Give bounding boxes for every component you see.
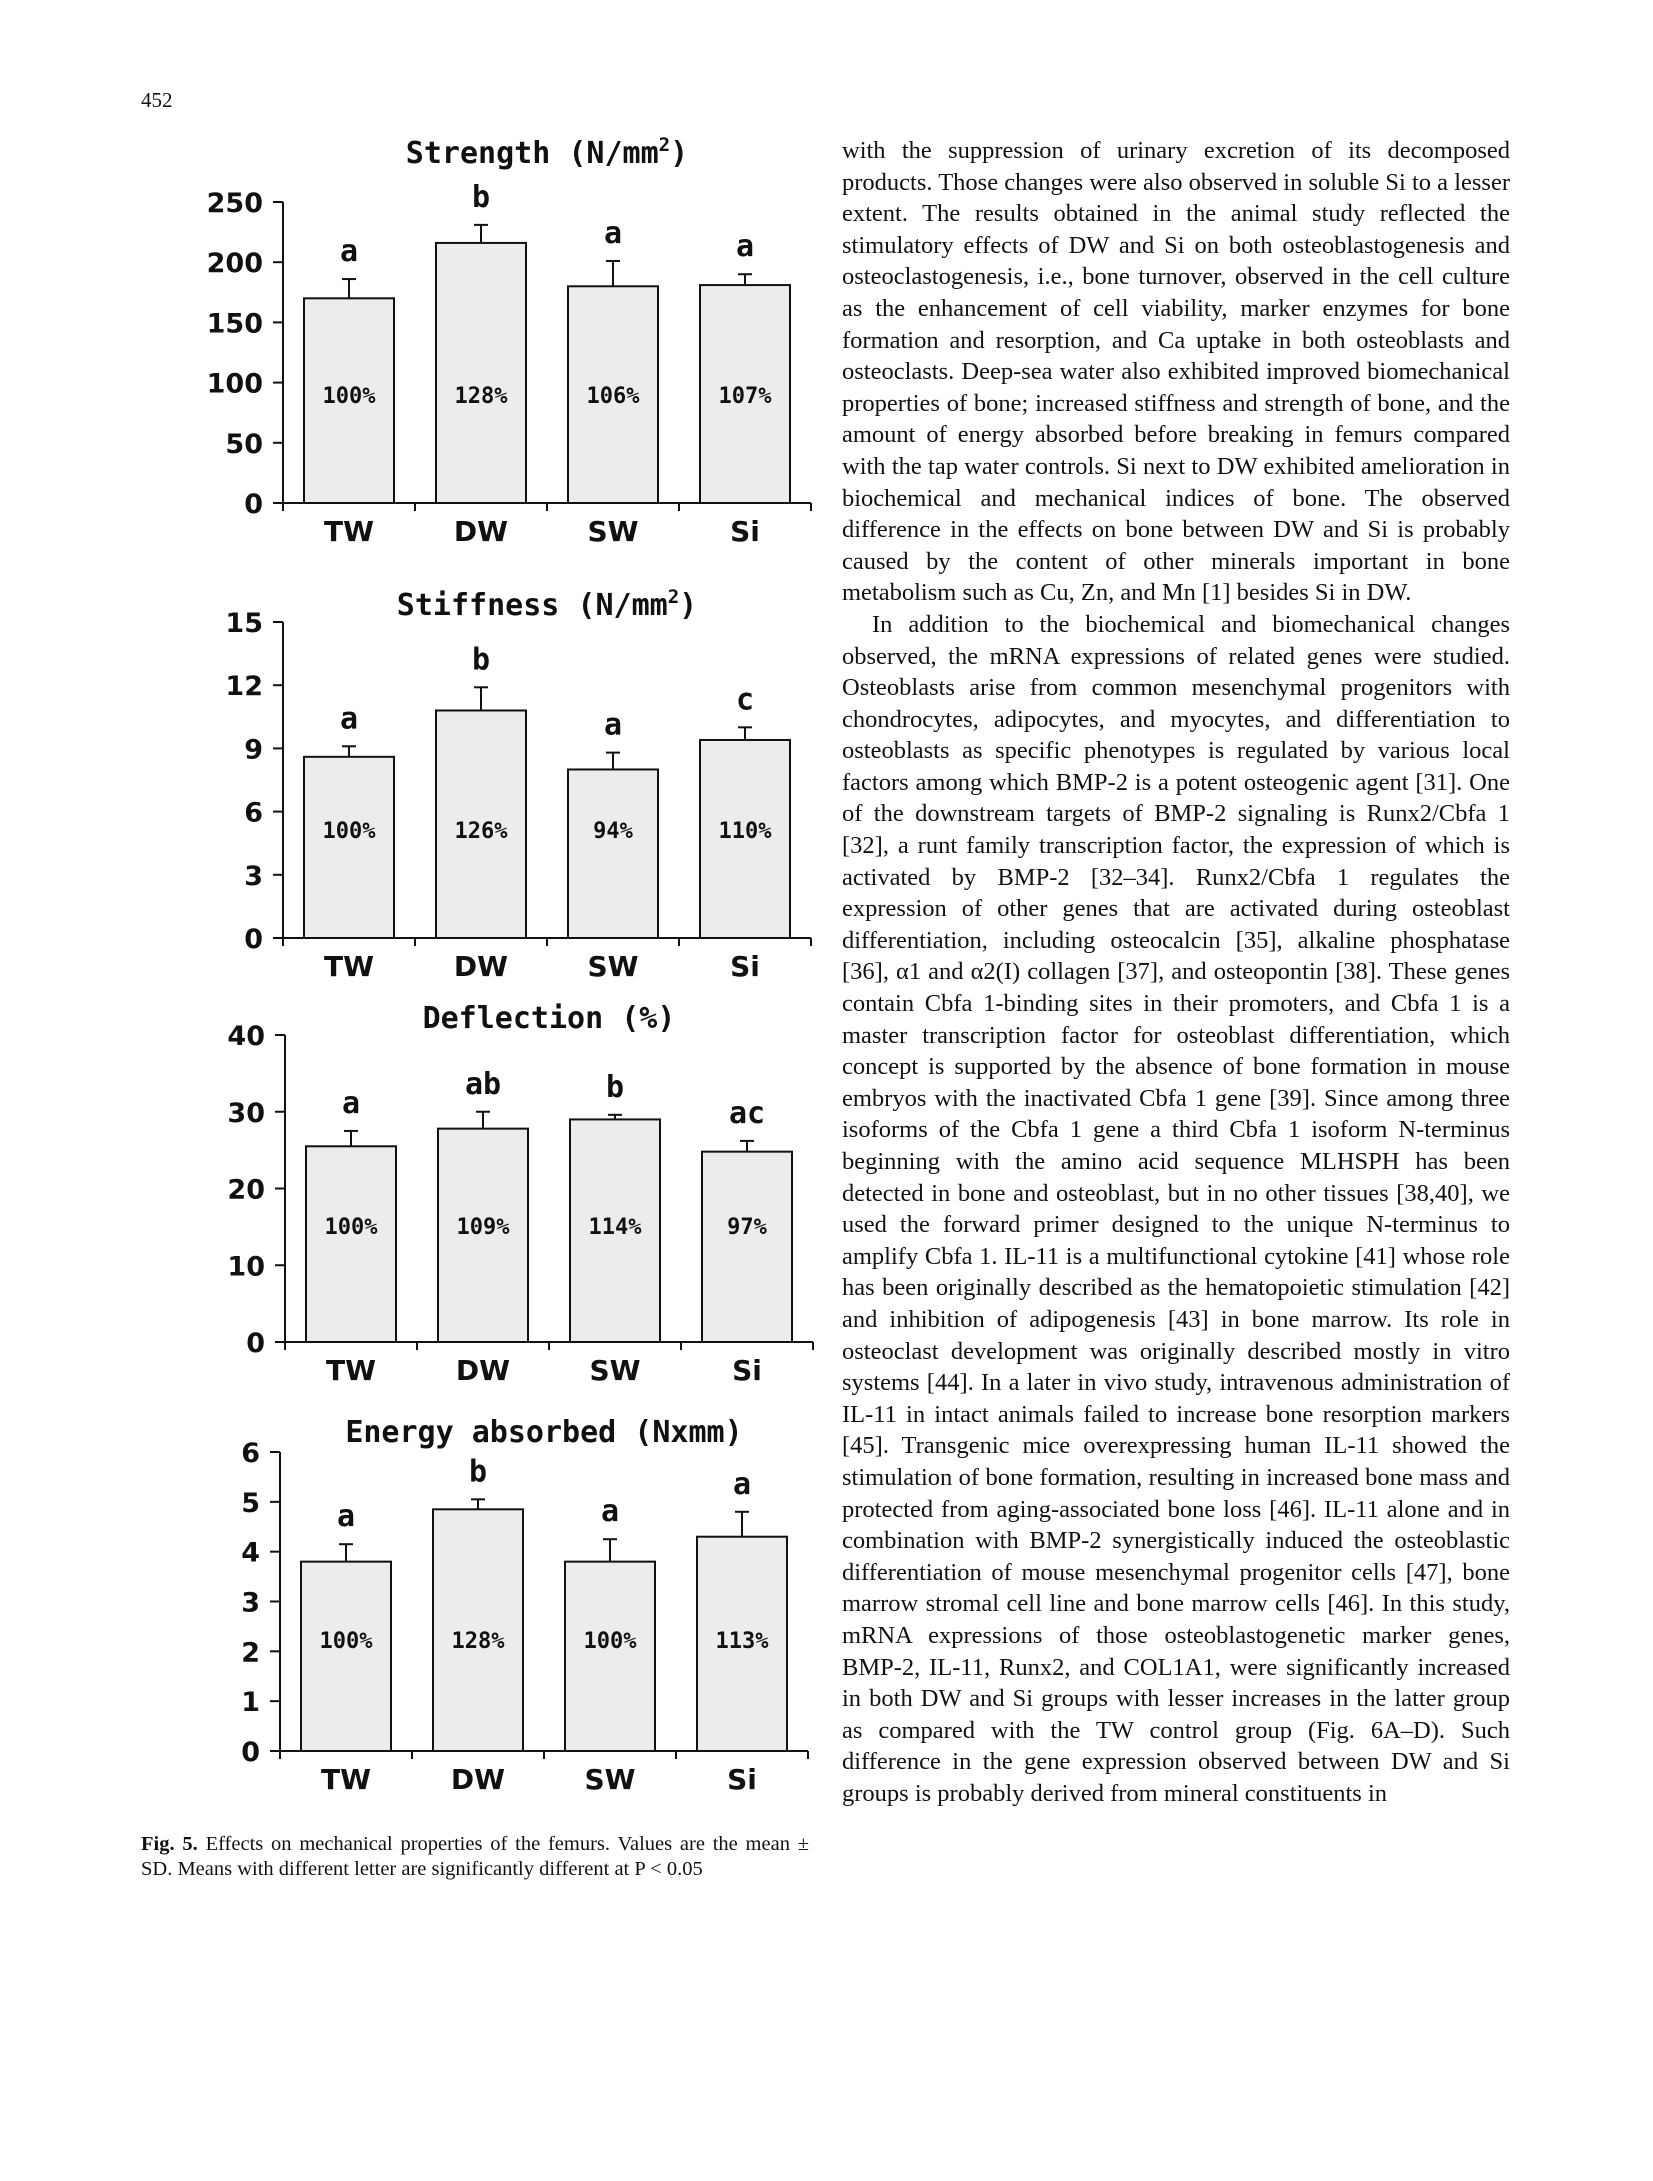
y-tick-label: 20 [227,1174,265,1206]
chart-title: Energy absorbed (Nxmm) [345,1415,743,1450]
percent-label: 113% [715,1629,769,1654]
significance-letter: ac [728,1095,766,1131]
percent-label: 109% [456,1215,510,1240]
percent-label: 128% [451,1629,505,1654]
percent-label: 94% [593,819,633,844]
y-tick-label: 0 [241,1737,260,1768]
percent-label: 100% [322,384,376,409]
y-tick-label: 10 [227,1251,265,1283]
chart-title: Deflection (%) [422,1001,676,1036]
bar [301,1562,391,1751]
category-label: Si [730,515,760,548]
bar [304,757,394,938]
percent-label: 126% [454,819,508,844]
significance-letter: a [336,1499,356,1535]
percent-label: 100% [583,1629,637,1654]
significance-letter: a [732,1466,752,1502]
percent-label: 97% [727,1215,767,1240]
category-label: SW [589,1354,641,1387]
significance-letter: b [468,1454,488,1490]
category-label: DW [453,950,509,983]
body-paragraph-2: In addition to the biochemical and biomechanical changes observed, the mRNA expressions of related genes were studied. Osteoblasts arise from common mesenchymal progenitors with chondrocytes, adipocytes, and myocytes, and differentiation to osteoblasts as specific phenotypes is regulated by various local factors among which BMP-2 is a potent osteogenic agent [31]. One of the downstream targets of BMP-2 signaling is Runx2/Cbfa 1 [32], a runt family transcription factor, the expression of which is activated by BMP-2 [32–34]. Runx2/Cbfa 1 regulates the expression of other genes that are activated during osteoblast differentiation, including osteocalcin [35], alkaline phosphatase [36], α1 and α2(I) collagen [37], and osteopontin [38]. These genes contain Cbfa 1-binding sites in their promoters, and Cbfa 1 is a master transcription factor for osteoblast differentiation, which concept is supported by the absence of bone formation in mouse embryos with the inactivated Cbfa 1 gene [39]. Since among three isoforms of the Cbfa 1 gene a third Cbfa 1 isoform N-terminus beginning with the amino acid sequence MLHSPH has been detected in bone and osteoblast, but in no other tissues [38,40], we used the forward primer designed to the unique N-terminus to amplify Cbfa 1. IL-11 is a multifunctional cytokine [41] whose role has been originally described as the hematopoietic stimulation [42] and inhibition of adipogenesis [43] in bone marrow. Its role in osteoclast development was originally described mostly in vitro systems [44]. In a later in vivo study, intravenous administration of IL-11 in intact animals failed to increase bone resorption markers [45]. Transgenic mice overexpressing human IL-11 showed the stimulation of bone formation, resulting in increased bone mass and protected from aging-associated bone loss [46]. IL-11 alone and in combination with BMP-2 synergistically induced the osteoblastic differentiation of mouse mesenchymal progenitor cells [47], bone marrow stromal cell line and bone marrow cells [46]. In this study, mRNA expressions of those osteoblastogenetic marker genes, BMP-2, IL-11, Runx2, and COL1A1, were significantly increased in both DW and Si groups with lesser increases in the latter group as compared with the TW control group (Fig. 6A–D). Such difference in the gene expression observed between DW and Si groups is probably derived from mineral constituents in [842,610,1510,1807]
significance-letter: a [603,707,623,743]
chart-title: Strength $(N/mm^2)$ [405,134,689,171]
significance-letter: b [471,642,491,678]
y-tick-label: 5 [241,1487,260,1519]
category-label: TW [324,950,374,983]
bar [306,1146,396,1342]
percent-label: 128% [454,384,508,409]
y-tick-label: 12 [225,671,263,703]
figure-5 [135,130,815,1820]
y-tick-label: 3 [244,860,263,892]
bar [436,243,526,503]
significance-letter: a [603,215,623,251]
category-label: TW [321,1763,371,1796]
bar [702,1152,792,1342]
caption-label: Fig. 5. [141,1833,198,1855]
category-label: SW [587,950,639,983]
page-number: 452 [141,88,173,112]
category-label: SW [587,515,639,548]
category-label: Si [732,1354,762,1387]
figure-caption [141,1832,809,1882]
caption-text: Effects on mechanical properties of the femurs. Values are the mean ± SD. Means with different letter are significantly different at P < 0.05 [141,1833,810,1880]
y-tick-label: 3 [241,1587,260,1619]
percent-label: 107% [718,384,772,409]
percent-label: 100% [319,1629,373,1654]
y-tick-label: 0 [244,489,263,520]
significance-letter: b [471,179,491,215]
body-text-column [842,135,1510,1809]
significance-letter: a [735,229,755,265]
y-tick-label: 0 [244,924,263,955]
y-tick-label: 30 [227,1097,265,1129]
y-tick-label: 2 [241,1637,260,1669]
y-tick-label: 250 [206,188,263,219]
category-label: TW [324,515,374,548]
y-tick-label: 4 [241,1537,260,1569]
y-tick-label: 0 [246,1328,265,1359]
y-tick-label: 200 [206,248,263,280]
y-tick-label: 40 [227,1021,265,1052]
significance-letter: a [339,701,359,737]
y-tick-label: 50 [225,428,263,460]
y-tick-label: 6 [241,1438,260,1469]
y-tick-label: 9 [244,734,263,766]
bar [565,1562,655,1751]
significance-letter: a [341,1085,361,1121]
significance-letter: b [605,1069,625,1105]
percent-label: 106% [586,384,640,409]
y-tick-label: 150 [206,308,263,340]
category-label: SW [584,1763,636,1796]
percent-label: 110% [718,819,772,844]
percent-label: 114% [588,1215,642,1240]
category-label: Si [730,950,760,983]
y-tick-label: 1 [241,1687,260,1719]
bar [568,769,658,938]
percent-label: 100% [322,819,376,844]
category-label: TW [326,1354,376,1387]
y-tick-label: 6 [244,797,263,829]
significance-letter: a [339,234,359,270]
category-label: DW [453,515,509,548]
chart-title: Stiffness $(N/mm^2)$ [396,586,698,623]
category-label: DW [455,1354,511,1387]
category-label: DW [450,1763,506,1796]
percent-label: 100% [324,1215,378,1240]
significance-letter: a [600,1494,620,1530]
y-tick-label: 15 [225,608,263,639]
figure-5-charts [135,130,815,1820]
y-tick-label: 100 [206,368,263,400]
significance-letter: c [735,682,755,718]
significance-letter: ab [464,1066,502,1102]
body-paragraph-1: with the suppression of urinary excretion of its decomposed products. Those changes were also observed in soluble Si to a lesser extent. The results obtained in the animal study reflected the stimulatory effects of DW and Si on both osteoblastogenesis and osteoclastogenesis, i.e., bone turnover, observed in the cell culture as the enhancement of cell viability, marker enzymes for bone formation and resorption, and Ca uptake in both osteoblasts and osteoclasts. Deep-sea water also exhibited improved biomechanical properties of bone; increased stiffness and strength of bone, and the amount of energy absorbed before breaking in femurs compared with the tap water controls. Si next to DW exhibited amelioration in biochemical and mechanical indices of bone. The observed difference in the effects on bone between DW and Si is probably caused by the content of other minerals important in bone metabolism such as Cu, Zn, and Mn [1] besides Si in DW. [842,137,1510,607]
category-label: Si [727,1763,757,1796]
